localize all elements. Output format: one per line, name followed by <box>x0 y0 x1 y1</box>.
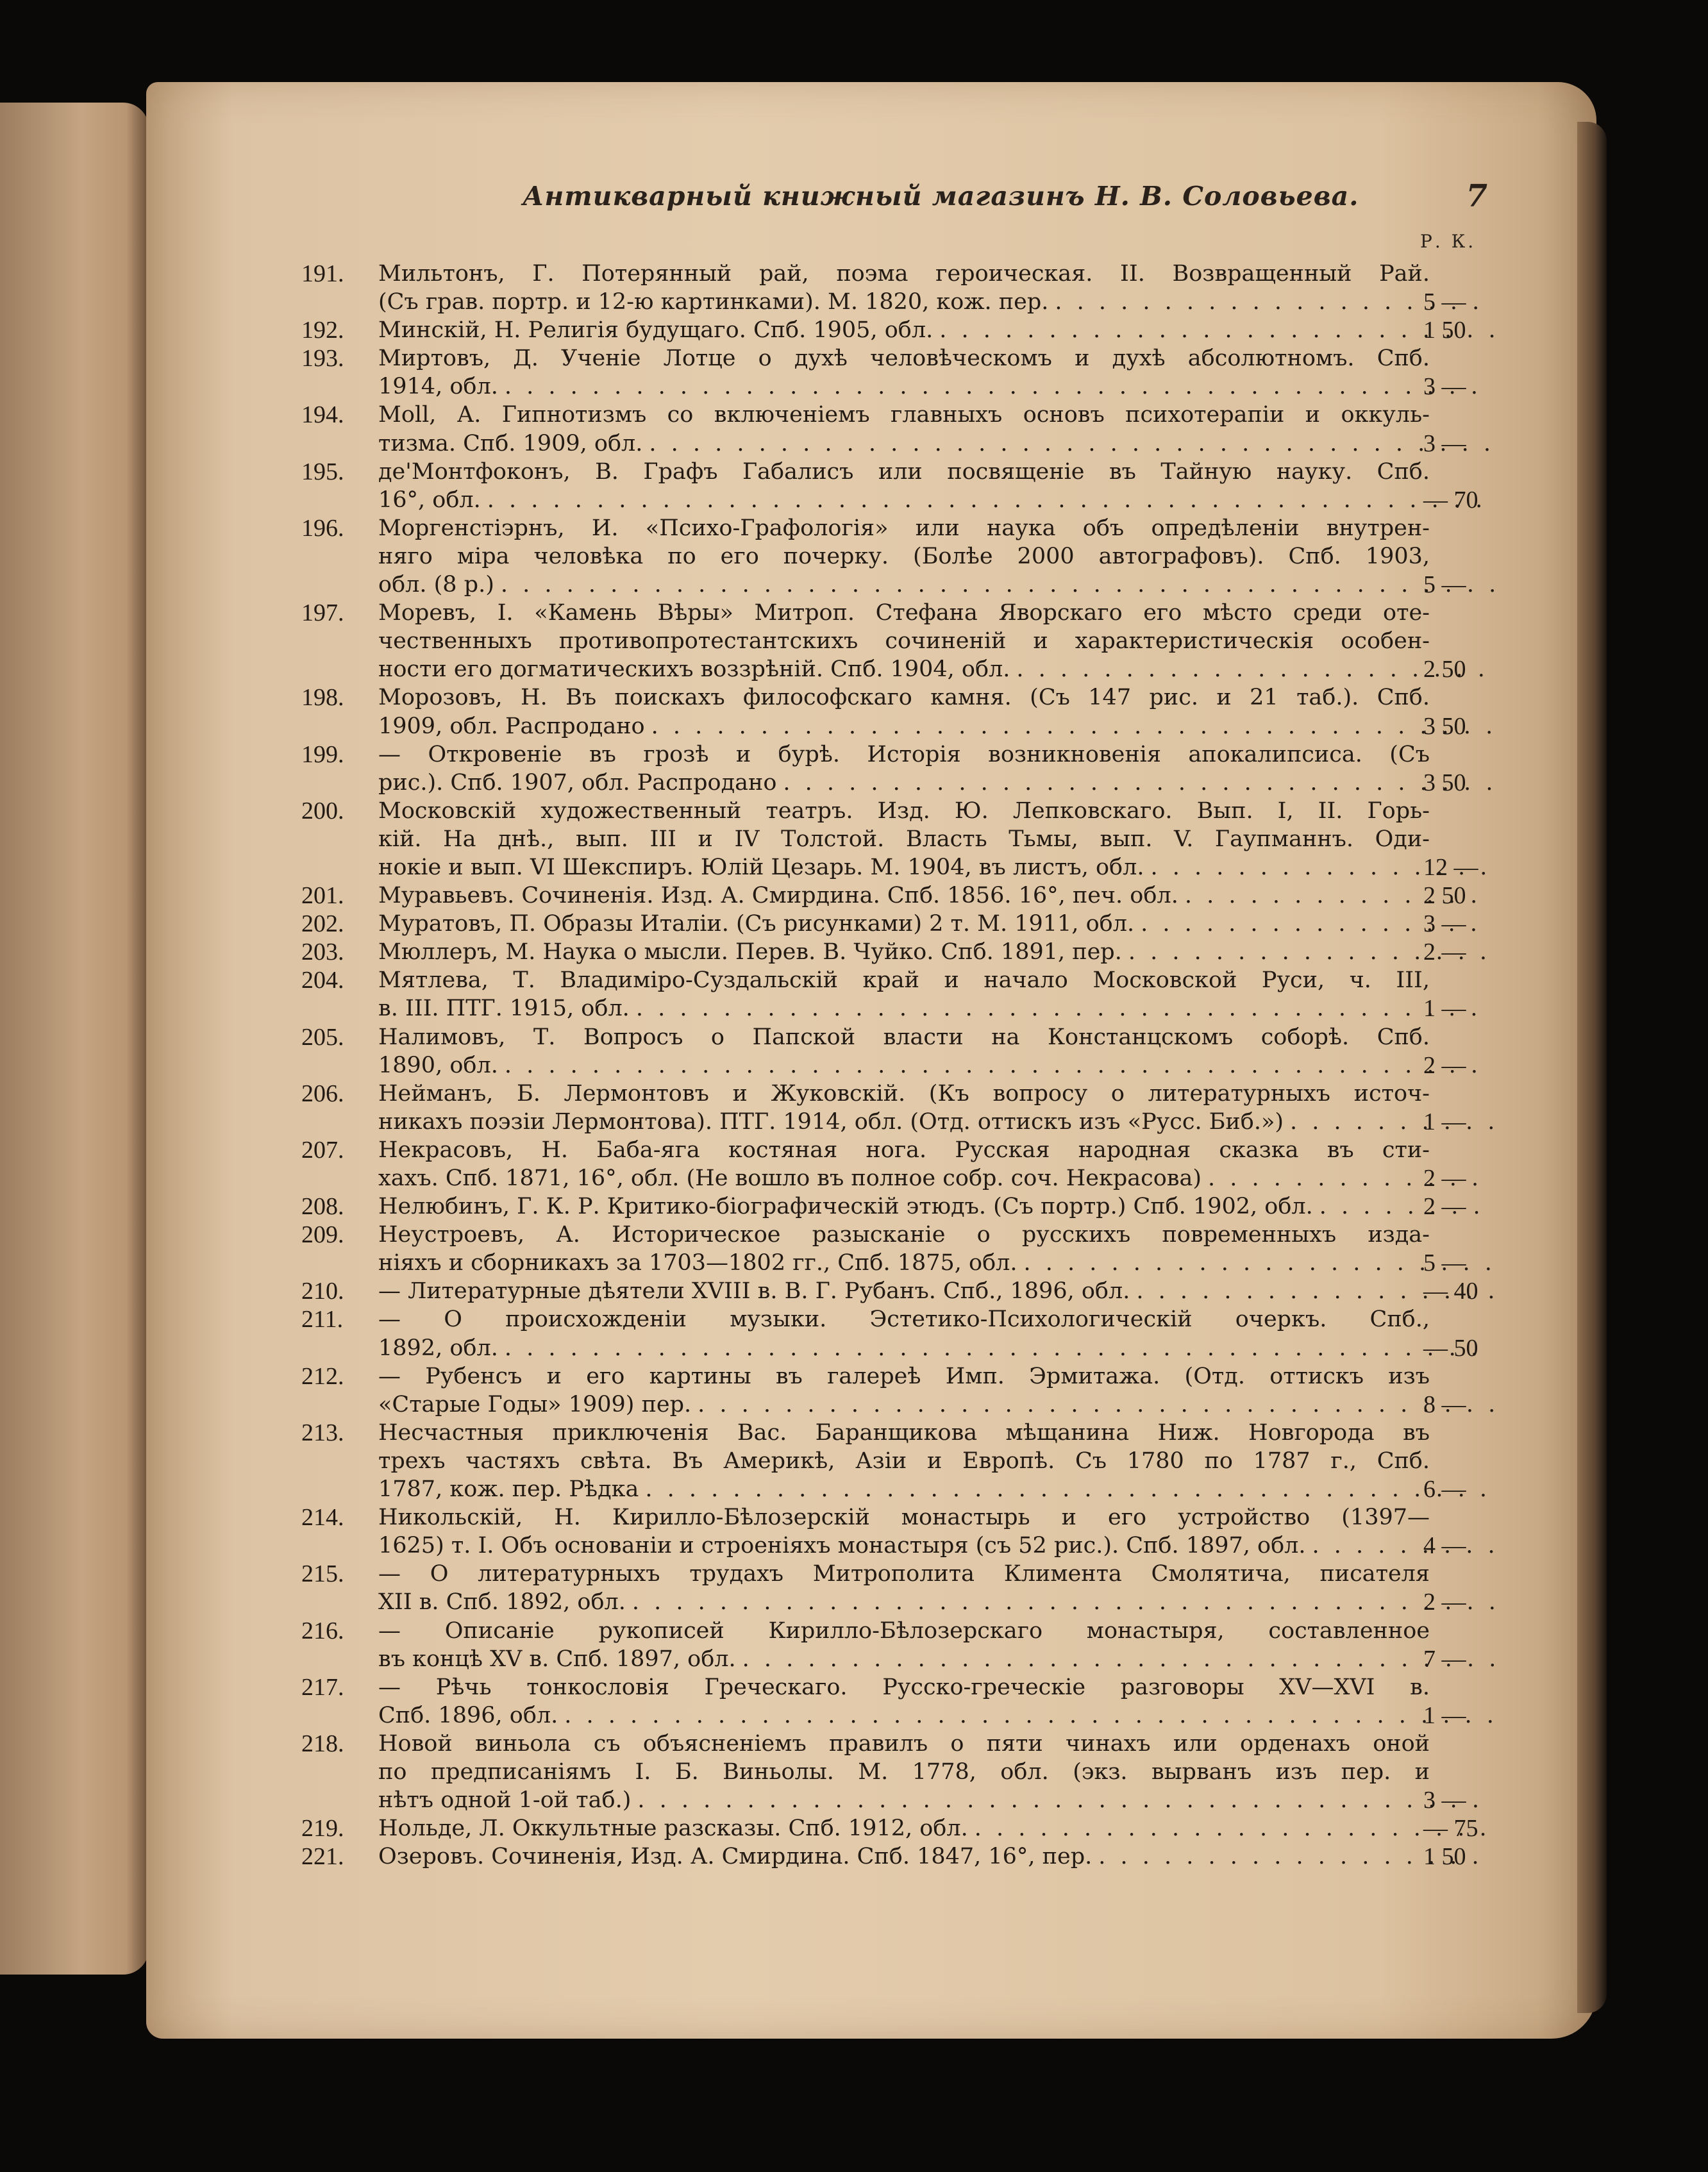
entry-price: 2 — <box>1423 1051 1466 1079</box>
entry-number: 218. <box>301 1730 344 1757</box>
catalog-entry <box>301 1617 1494 1673</box>
entry-text: Спб. 1896, обл. <box>378 1702 558 1728</box>
entry-price: — 40 <box>1423 1278 1478 1305</box>
entry-line <box>378 372 1494 401</box>
entry-price: 12 — <box>1423 853 1478 881</box>
entry-text: Нольде, Л. Оккультные разсказы. Спб. 1912, обл. <box>378 1816 968 1842</box>
entry-text: Муратовъ, П. Образы Италіи. (Съ рисунками) 2 т. М. 1911, обл. <box>378 911 1135 937</box>
entry-line <box>378 1391 1494 1419</box>
entry-line <box>378 712 1494 740</box>
catalog-entry <box>301 910 1494 938</box>
entry-price: 1 — <box>1423 1701 1466 1729</box>
entry-text: ности его догматическихъ воззрѣній. Спб. 1904, обл. <box>378 656 1010 683</box>
entry-text: де'Монтфоконъ, В. Графъ Габалисъ или посвященіе въ Тайную науку. Спб. <box>378 458 1430 485</box>
entry-text: Мюллеръ, М. Наука о мысли. Перев. В. Чуйко. Спб. 1891, пер. <box>378 939 1122 965</box>
entry-text: кій. На днѣ., вып. III и IV Толстой. Власть Тьмы, вып. V. Гаупманнъ. Оди- <box>378 826 1430 852</box>
entry-text: няго міра человѣка по его почерку. (Болѣе 2000 автографовъ). Спб. 1903, <box>378 543 1430 569</box>
running-header <box>154 178 1539 219</box>
entry-line <box>378 1249 1494 1277</box>
entry-price: 1 50 <box>1423 317 1466 344</box>
entry-text: Московскій художественный театръ. Изд. Ю. Лепковскаго. Вып. I, II. Горь- <box>378 798 1430 824</box>
entry-text: рис.). Спб. 1907, обл. Распродано <box>378 769 777 796</box>
entry-text: — Литературные дѣятели XVIII в. В. Г. Рубанъ. Спб., 1896, обл. <box>378 1278 1130 1305</box>
entry-number: 213. <box>301 1419 344 1446</box>
entry-line <box>378 1362 1494 1391</box>
entry-text: Никольскій, Н. Кирилло-Бѣлозерскій монастырь и его устройство (1397— <box>378 1505 1430 1531</box>
entry-price: — 75 <box>1423 1815 1478 1842</box>
entry-line <box>378 881 1494 910</box>
entry-price: 3 — <box>1423 1787 1466 1814</box>
entry-text: Минскій, Н. Религія будущаго. Спб. 1905, обл. <box>378 317 934 344</box>
entry-number: 195. <box>301 458 344 485</box>
entry-line <box>378 769 1494 797</box>
entry-price: 8 — <box>1423 1391 1466 1418</box>
entry-price: — 70 <box>1423 486 1478 514</box>
entry-number: 196. <box>301 514 344 542</box>
entry-line <box>378 288 1494 316</box>
entry-number: 204. <box>301 967 344 994</box>
entry-price: 2 50 <box>1423 656 1466 683</box>
entry-number: 194. <box>301 401 344 429</box>
entry-line <box>378 1136 1494 1164</box>
entry-text: — О литературныхъ трудахъ Митрополита Климента Смолятича, писателя <box>378 1561 1430 1587</box>
catalog-entry <box>301 938 1494 966</box>
catalog-entry <box>301 599 1494 683</box>
entry-line <box>378 1051 1494 1080</box>
catalog-entry <box>301 1362 1494 1419</box>
entry-number: 207. <box>301 1136 344 1164</box>
entry-line <box>378 260 1494 288</box>
entry-text: Мильтонъ, Г. Потерянный рай, поэма героическая. II. Возвращенный Рай. <box>378 261 1430 287</box>
entry-price: 3 50 <box>1423 769 1466 796</box>
entry-text: Морозовъ, Н. Въ поискахъ философскаго камня. (Съ 147 рис. и 21 таб.). Спб. <box>378 685 1430 711</box>
entry-line <box>378 486 1494 514</box>
entry-text: — Рубенсъ и его картины въ галереѣ Имп. Эрмитажа. (Отд. оттискъ изъ <box>378 1363 1430 1389</box>
entry-text: (Съ грав. портр. и 12-ю картинками). М. 1820, кож. пер. <box>378 289 1049 315</box>
entry-text: обл. (8 р.) <box>378 572 494 598</box>
running-header-title: Антикварный книжный магазинъ Н. В. Соловьева. <box>523 181 1359 212</box>
entry-number: 216. <box>301 1617 344 1644</box>
entry-text: Неустроевъ, А. Историческое разысканіе о русскихъ повременныхъ изда- <box>378 1222 1430 1248</box>
catalog-entry <box>301 1080 1494 1136</box>
entry-line <box>378 1617 1494 1645</box>
catalog-entry <box>301 1560 1494 1616</box>
entry-line <box>378 1560 1494 1588</box>
entry-line <box>378 1419 1494 1447</box>
entry-line <box>378 1334 1494 1362</box>
entry-number: 214. <box>301 1504 344 1532</box>
entry-number: 217. <box>301 1673 344 1701</box>
entry-number: 210. <box>301 1278 344 1305</box>
catalog-entry <box>301 514 1494 599</box>
entry-line <box>378 1645 1494 1673</box>
catalog-entry <box>301 344 1494 401</box>
catalog-entry <box>301 1814 1494 1842</box>
entry-number: 205. <box>301 1023 344 1051</box>
catalog-entry <box>301 1277 1494 1305</box>
entry-text: Миртовъ, Д. Ученіе Лотце о духѣ человѣческомъ и духѣ абсолютномъ. Спб. <box>378 346 1430 372</box>
page-number: 7 <box>1466 178 1487 214</box>
entry-price: 3 — <box>1423 430 1466 457</box>
entry-line <box>378 514 1494 542</box>
entry-text: 1909, обл. Распродано <box>378 713 645 739</box>
left-page <box>0 103 149 1975</box>
entry-line <box>378 1842 1494 1871</box>
catalog-entry <box>301 1503 1494 1560</box>
entry-price: 3 — <box>1423 910 1466 938</box>
entry-number: 198. <box>301 684 344 712</box>
entry-text: Новой виньола съ объясненіемъ правилъ о пяти чинахъ или орденахъ оной <box>378 1730 1430 1757</box>
entry-text: хахъ. Спб. 1871, 16°, обл. (Не вошло въ полное собр. соч. Некрасова) <box>378 1165 1202 1191</box>
entry-line <box>378 1673 1494 1701</box>
entry-price: 3 50 <box>1423 712 1466 740</box>
entry-line <box>378 825 1494 853</box>
entry-number: 192. <box>301 317 344 344</box>
entry-text: никахъ поэзіи Лермонтова). ПТГ. 1914, обл. (Отд. оттискъ изъ «Русс. Биб.») <box>378 1108 1284 1135</box>
entry-line <box>378 344 1494 372</box>
entry-line <box>378 1532 1494 1560</box>
entry-number: 212. <box>301 1362 344 1390</box>
catalog-entry <box>301 316 1494 344</box>
entry-number: 200. <box>301 797 344 824</box>
entry-price: 2 — <box>1423 1193 1466 1221</box>
entry-text: въ концѣ XV в. Спб. 1897, обл. <box>378 1646 736 1672</box>
entry-text: — Описаніе рукописей Кирилло-Бѣлозерскаго монастыря, составленное <box>378 1617 1430 1644</box>
entry-text: по предписаніямъ І. Б. Виньолы. М. 1778, обл. (экз. вырванъ изъ пер. и <box>378 1758 1430 1785</box>
entry-price: 4 — <box>1423 1532 1466 1560</box>
entry-text: нокіе и вып. VI Шекспиръ. Юлій Цезарь. М. 1904, въ листъ, обл. <box>378 854 1144 880</box>
entry-line <box>378 1814 1494 1842</box>
entry-text: 16°, обл. <box>378 487 481 513</box>
entry-line <box>378 1503 1494 1532</box>
catalog-entry <box>301 797 1494 881</box>
entry-line <box>378 1588 1494 1616</box>
entry-number: 211. <box>301 1306 344 1333</box>
entry-line <box>378 1730 1494 1758</box>
entry-text: Озеровъ. Сочиненія, Изд. А. Смирдина. Спб. 1847, 16°, пер. <box>378 1844 1093 1870</box>
catalog-entry <box>301 1419 1494 1503</box>
entry-text: 1890, обл. <box>378 1052 498 1078</box>
entry-line <box>378 1475 1494 1503</box>
entry-price: 2 — <box>1423 1165 1466 1192</box>
entry-number: 219. <box>301 1815 344 1842</box>
entry-line <box>378 316 1494 344</box>
catalog-entry <box>301 1023 1494 1080</box>
entry-text: тизма. Спб. 1909, обл. <box>378 430 643 456</box>
entry-text: Нейманъ, Б. Лермонтовъ и Жуковскій. (Къ вопросу о литературныхъ источ- <box>378 1080 1430 1107</box>
entry-line <box>378 938 1494 966</box>
entry-text: — Откровеніе въ грозѣ и бурѣ. Исторія возникновенія апокалипсиса. (Съ <box>378 741 1430 767</box>
entry-text: Моревъ, І. «Камень Вѣры» Митроп. Стефана Яворскаго его мѣсто среди оте- <box>378 600 1430 626</box>
entry-text: Несчастныя приключенія Вас. Баранщикова мѣщанина Ниж. Новгорода въ <box>378 1419 1430 1446</box>
entry-text: 1914, обл. <box>378 374 498 400</box>
catalog-entry <box>301 1305 1494 1362</box>
catalog-entry <box>301 401 1494 457</box>
entry-text: XII в. Спб. 1892, обл. <box>378 1589 626 1616</box>
entry-number: 208. <box>301 1193 344 1221</box>
entry-price: 1 — <box>1423 1108 1466 1135</box>
entry-text: Моргенстіэрнъ, И. «Психо-Графологія» или наука объ опредѣленіи внутрен- <box>378 515 1430 541</box>
entry-text: — О происхожденіи музыки. Эстетико-Психологическій очеркъ. Спб., <box>378 1307 1430 1333</box>
catalog-entry <box>301 260 1494 316</box>
entry-line <box>378 1447 1494 1475</box>
entry-line <box>378 1758 1494 1786</box>
entry-line <box>378 1786 1494 1814</box>
catalog-entry <box>301 740 1494 797</box>
entry-line <box>378 797 1494 825</box>
entry-line <box>378 401 1494 429</box>
entry-line <box>378 1080 1494 1108</box>
entry-number: 209. <box>301 1221 344 1249</box>
entry-number: 206. <box>301 1080 344 1107</box>
entry-line <box>378 994 1494 1023</box>
entry-number: 199. <box>301 740 344 768</box>
entry-line <box>378 1305 1494 1333</box>
entry-line <box>378 571 1494 599</box>
entry-text: Moll, А. Гипнотизмъ со включеніемъ главныхъ основъ психотерапіи и оккуль- <box>378 402 1430 428</box>
catalog-entry <box>301 683 1494 740</box>
entry-line <box>378 1701 1494 1730</box>
entry-line <box>378 542 1494 571</box>
entry-price: — 50 <box>1423 1334 1478 1362</box>
entry-number: 201. <box>301 882 344 910</box>
entry-price: 2 — <box>1423 939 1466 966</box>
catalog-entry <box>301 1136 1494 1192</box>
entry-line <box>378 599 1494 627</box>
entry-line <box>378 853 1494 881</box>
catalog-entry <box>301 1842 1494 1871</box>
entry-number: 215. <box>301 1560 344 1588</box>
entry-text: Налимовъ, Т. Вопросъ о Папской власти на Констанцскомъ соборѣ. Спб. <box>378 1024 1430 1050</box>
entry-text: «Старые Годы» 1909) пер. <box>378 1391 692 1417</box>
entry-text: Нелюбинъ, Г. К. Р. Критико-біографическій этюдъ. (Съ портр.) Спб. 1902, обл. <box>378 1194 1313 1220</box>
entry-line <box>378 458 1494 486</box>
entry-price: 5 — <box>1423 571 1466 599</box>
entry-price: 5 — <box>1423 1249 1466 1277</box>
entry-text: Некрасовъ, Н. Баба-яга костяная нога. Русская народная сказка въ сти- <box>378 1137 1430 1163</box>
entry-price: 1 50 <box>1423 1843 1466 1871</box>
catalog-entry <box>301 1221 1494 1277</box>
entry-line <box>378 1221 1494 1249</box>
entry-number: 193. <box>301 345 344 372</box>
entry-text: чественныхъ противопротестантскихъ сочиненій и характеристическія особен- <box>378 628 1430 655</box>
entry-number: 197. <box>301 599 344 627</box>
entry-line <box>378 683 1494 712</box>
entry-line <box>378 1192 1494 1221</box>
catalog-entry <box>301 966 1494 1023</box>
entry-text: — Рѣчь тонкословія Греческаго. Русско-греческіе разговоры XV—XVI в. <box>378 1674 1430 1700</box>
entry-line <box>378 966 1494 994</box>
entry-text: Муравьевъ. Сочиненія. Изд. А. Смирдина. Спб. 1856. 16°, печ. обл. <box>378 883 1178 909</box>
entry-price: 1 — <box>1423 995 1466 1023</box>
catalog-entry <box>301 881 1494 910</box>
entry-line <box>378 1023 1494 1051</box>
entry-price: 3 — <box>1423 373 1466 401</box>
currency-header: Р. К. <box>1420 231 1477 252</box>
catalog-list <box>301 260 1494 1871</box>
entry-text: в. III. ПТГ. 1915, обл. <box>378 996 630 1022</box>
entry-line <box>378 740 1494 769</box>
entry-line <box>378 1277 1494 1305</box>
entry-price: 2 50 <box>1423 882 1466 910</box>
entry-text: Мятлева, Т. Владиміро-Суздальскій край и начало Московской Руси, ч. III, <box>378 967 1430 994</box>
catalog-entry <box>301 1192 1494 1221</box>
entry-text: трехъ частяхъ свѣта. Въ Америкѣ, Азіи и Европѣ. Съ 1780 по 1787 г., Спб. <box>378 1448 1430 1474</box>
entry-text: 1787, кож. пер. Рѣдка <box>378 1476 639 1503</box>
entry-number: 202. <box>301 910 344 938</box>
entry-text: 1625) т. I. Объ основаніи и строеніяхъ монастыря (съ 52 рис.). Спб. 1897, обл. <box>378 1533 1306 1559</box>
entry-price: 5 — <box>1423 288 1466 316</box>
entry-text: ніяхъ и сборникахъ за 1703—1802 гг., Спб. 1875, обл. <box>378 1250 1017 1276</box>
entry-text: нѣтъ одной 1-ой таб.) <box>378 1787 632 1814</box>
entry-line <box>378 910 1494 938</box>
entry-price: 6 — <box>1423 1476 1466 1503</box>
entry-price: 7 — <box>1423 1645 1466 1673</box>
entry-number: 191. <box>301 260 344 287</box>
entry-line <box>378 1164 1494 1192</box>
catalog-entry <box>301 1673 1494 1730</box>
entry-line <box>378 655 1494 683</box>
entry-price: 2 — <box>1423 1589 1466 1616</box>
entry-line <box>378 1108 1494 1136</box>
entry-number: 203. <box>301 939 344 966</box>
entry-line <box>378 430 1494 458</box>
entry-number: 221. <box>301 1843 344 1871</box>
entry-line <box>378 627 1494 655</box>
page-edge <box>1577 122 1607 2013</box>
catalog-entry <box>301 1730 1494 1814</box>
catalog-entry <box>301 458 1494 514</box>
entry-text: 1892, обл. <box>378 1335 498 1361</box>
